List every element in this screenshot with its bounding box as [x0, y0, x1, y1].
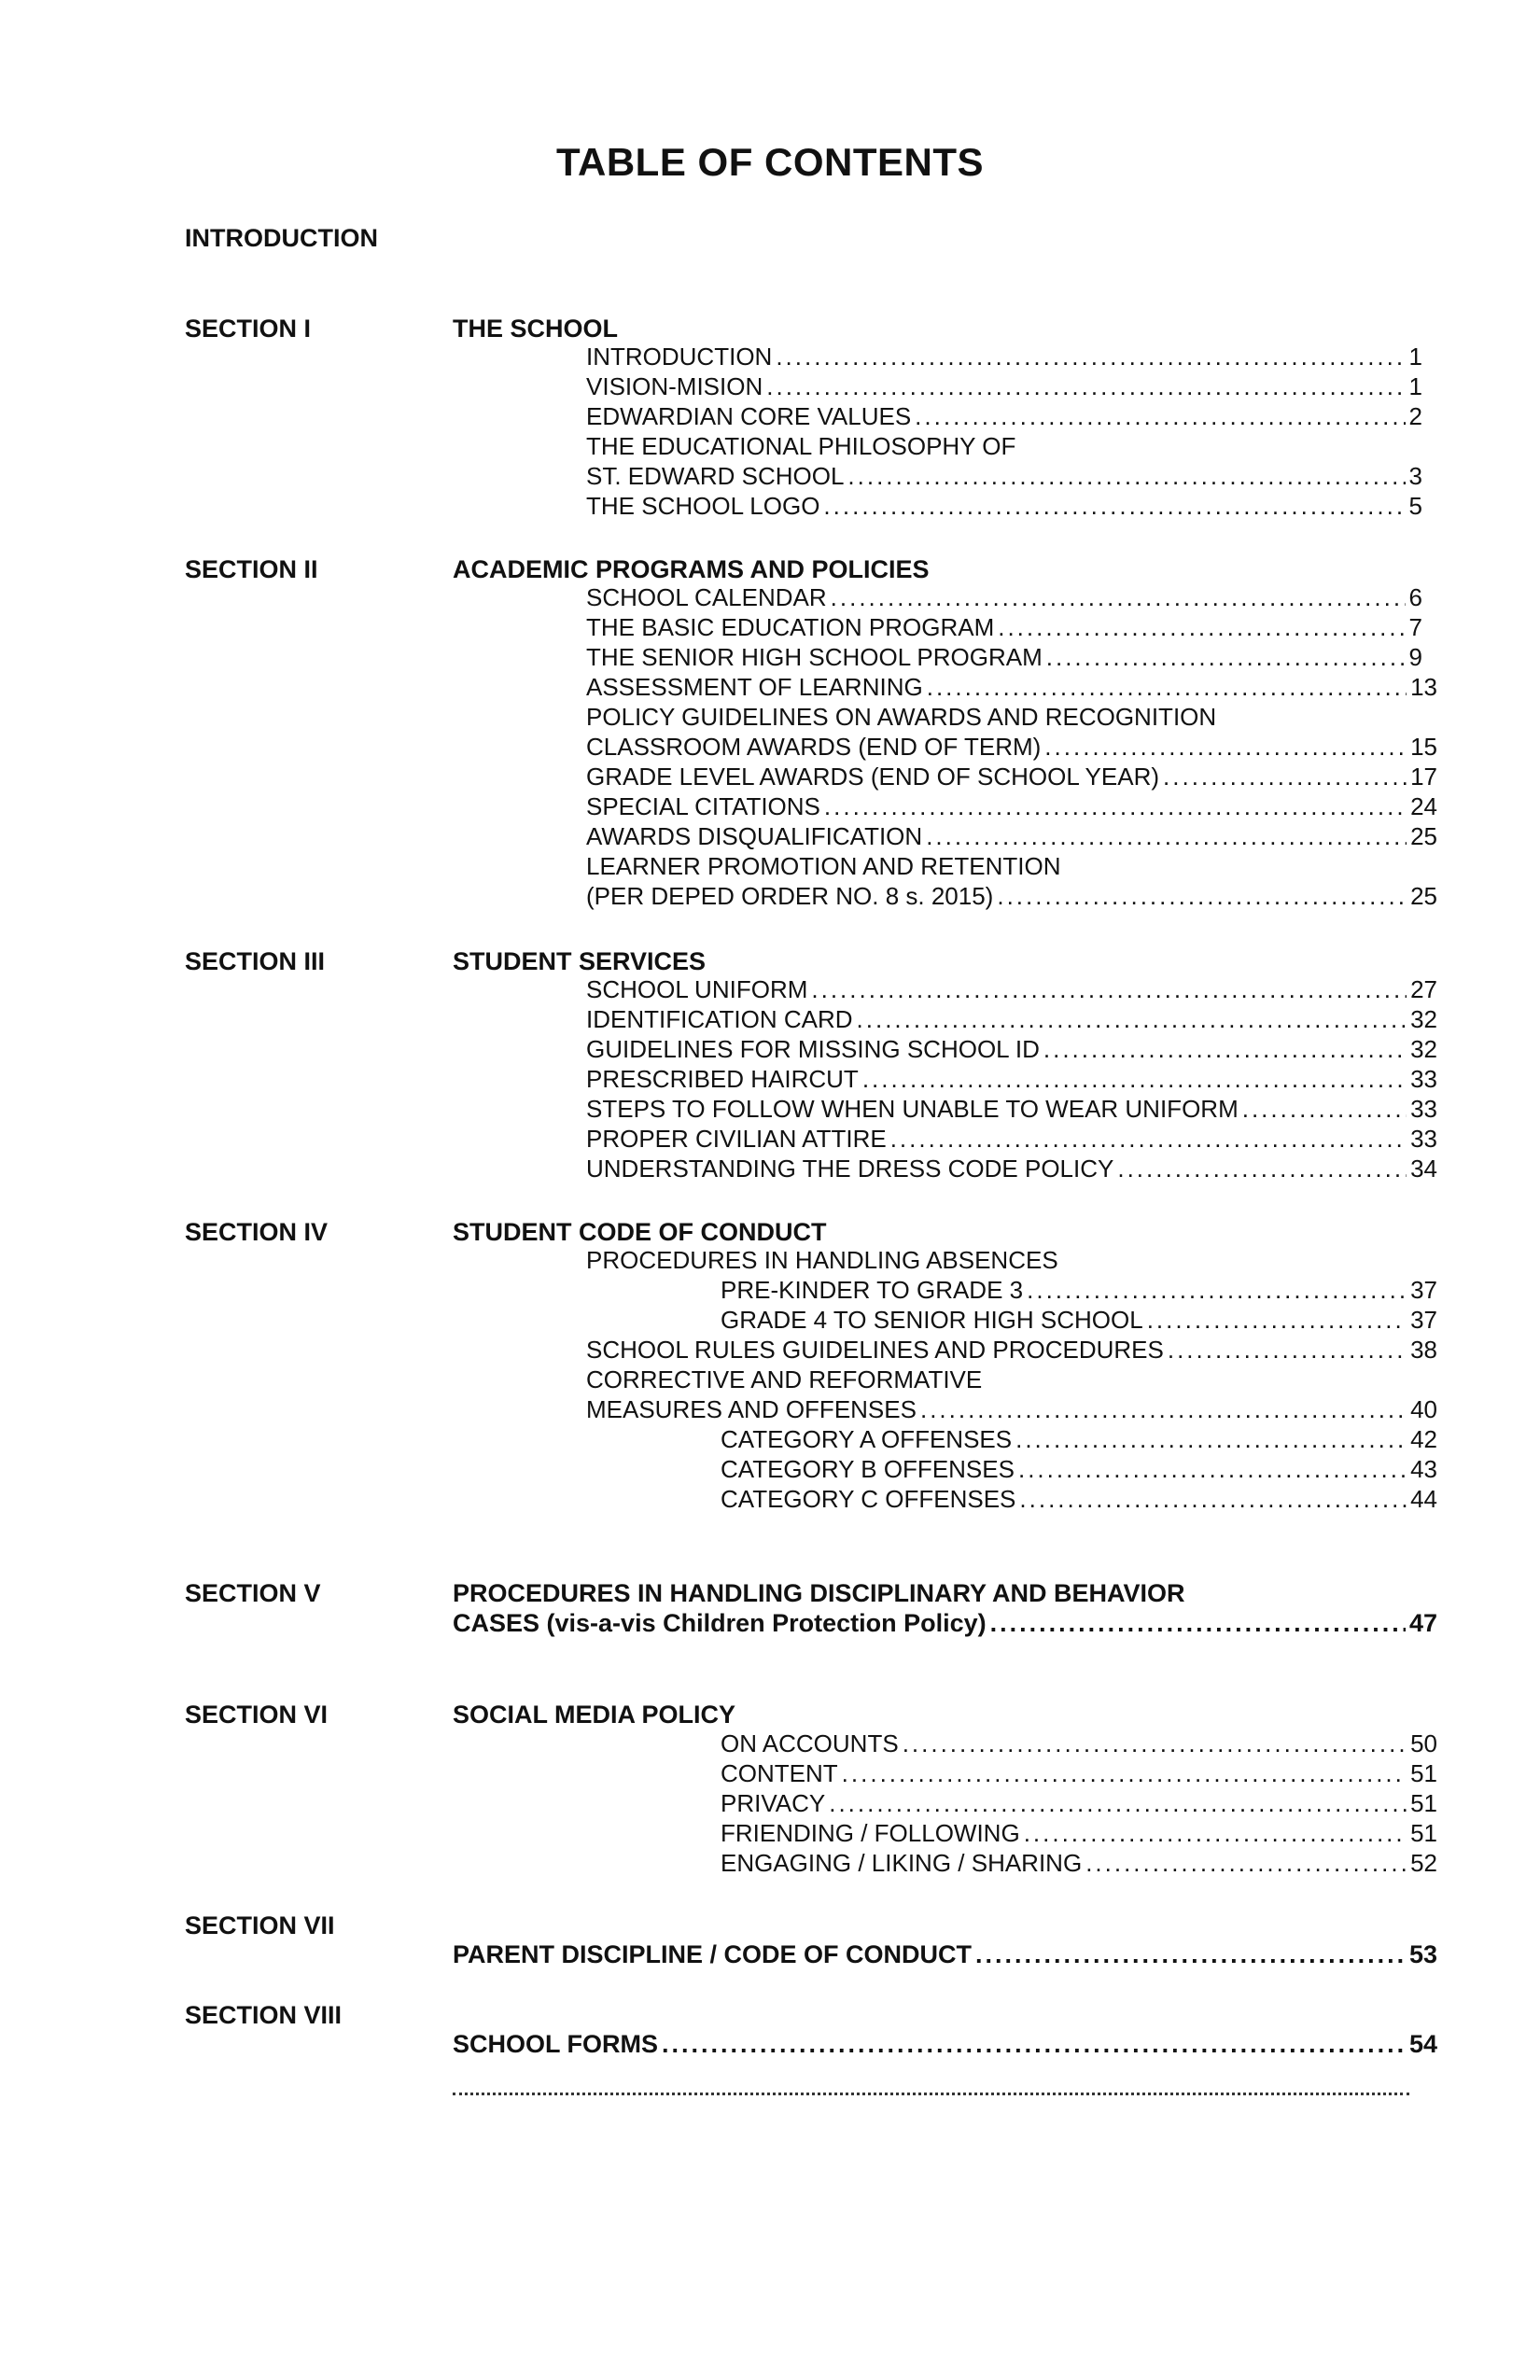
toc-entry[interactable]: CATEGORY A OFFENSES ..... 42	[721, 1424, 1437, 1454]
toc-entry[interactable]: FRIENDING / FOLLOWING ..... 51	[721, 1818, 1437, 1848]
page-title: TABLE OF CONTENTS	[555, 140, 985, 184]
toc-entry[interactable]: CASES (vis-a-vis Children Protection Policy) ..... 47	[453, 1608, 1437, 1638]
toc-entry[interactable]: SPECIAL CITATIONS ..... 24	[586, 791, 1437, 821]
toc-entry[interactable]: IDENTIFICATION CARD ..... 32	[586, 1004, 1437, 1034]
toc-entry-line: PROCEDURES IN HANDLING ABSENCES	[586, 1246, 1058, 1274]
toc-entry[interactable]: AWARDS DISQUALIFICATION ..... 25	[586, 821, 1437, 851]
section-label-8: SECTION VIII	[185, 2001, 343, 2029]
section-label-3: SECTION III	[185, 947, 326, 975]
toc-entry[interactable]: PRESCRIBED HAIRCUT ..... 33	[586, 1064, 1437, 1094]
toc-entry[interactable]: ASSESSMENT OF LEARNING ..... 13	[586, 672, 1437, 702]
toc-entry[interactable]: ENGAGING / LIKING / SHARING ..... 52	[721, 1848, 1437, 1878]
toc-entry[interactable]: SCHOOL FORMS ..... 54	[453, 2029, 1437, 2059]
section-heading-5: PROCEDURES IN HANDLING DISCIPLINARY AND BEHAVIOR	[453, 1579, 1185, 1607]
toc-entry[interactable]: CATEGORY B OFFENSES ..... 43	[721, 1454, 1437, 1484]
section-label-2: SECTION II	[185, 555, 318, 583]
section-heading-4: STUDENT CODE OF CONDUCT	[453, 1218, 827, 1246]
section-heading-1: THE SCHOOL	[453, 315, 619, 343]
toc-entry[interactable]: THE SENIOR HIGH SCHOOL PROGRAM ..... 9	[586, 642, 1422, 672]
section-label-6: SECTION VI	[185, 1701, 329, 1729]
toc-entry[interactable]: SCHOOL RULES GUIDELINES AND PROCEDURES ..... 38	[586, 1335, 1437, 1365]
toc-entry[interactable]: GUIDELINES FOR MISSING SCHOOL ID ..... 32	[586, 1034, 1437, 1064]
toc-entry[interactable]: MEASURES AND OFFENSES ..... 40	[586, 1394, 1437, 1424]
section-heading-3: STUDENT SERVICES	[453, 947, 707, 975]
toc-entry[interactable]: CATEGORY C OFFENSES ..... 44	[721, 1484, 1437, 1514]
toc-entry[interactable]: PARENT DISCIPLINE / CODE OF CONDUCT ..... 53	[453, 1939, 1437, 1969]
toc-entry[interactable]: CONTENT ..... 51	[721, 1758, 1437, 1788]
toc-entry[interactable]: PRIVACY ..... 51	[721, 1788, 1437, 1818]
toc-entry[interactable]: CLASSROOM AWARDS (END OF TERM) ..... 15	[586, 732, 1437, 762]
trailing-dotted-line	[453, 2074, 1409, 2095]
toc-entry[interactable]: EDWARDIAN CORE VALUES ..... 2	[586, 401, 1422, 431]
section-heading-2: ACADEMIC PROGRAMS AND POLICIES	[453, 555, 930, 583]
introduction-heading: INTRODUCTION	[185, 224, 378, 252]
toc-entry-line: THE EDUCATIONAL PHILOSOPHY OF	[586, 432, 1016, 460]
toc-entry[interactable]: THE SCHOOL LOGO ..... 5	[586, 491, 1422, 521]
toc-entry[interactable]: PROPER CIVILIAN ATTIRE ..... 33	[586, 1124, 1437, 1154]
toc-entry[interactable]: STEPS TO FOLLOW WHEN UNABLE TO WEAR UNIFORM ..... 33	[586, 1094, 1437, 1124]
toc-entry-line: POLICY GUIDELINES ON AWARDS AND RECOGNITION	[586, 703, 1217, 731]
toc-entry[interactable]: INTRODUCTION ..... 1	[586, 342, 1422, 371]
section-label-4: SECTION IV	[185, 1218, 329, 1246]
toc-entry[interactable]: PRE-KINDER TO GRADE 3 ..... 37	[721, 1275, 1437, 1305]
section-heading-6: SOCIAL MEDIA POLICY	[453, 1701, 736, 1729]
section-label-5: SECTION V	[185, 1579, 321, 1607]
section-label-7: SECTION VII	[185, 1911, 335, 1939]
section-label-1: SECTION I	[185, 315, 312, 343]
toc-entry[interactable]: ST. EDWARD SCHOOL ..... 3	[586, 461, 1422, 491]
toc-entry[interactable]: GRADE LEVEL AWARDS (END OF SCHOOL YEAR) ..... 17	[586, 762, 1437, 791]
toc-entry[interactable]: UNDERSTANDING THE DRESS CODE POLICY ..... 34	[586, 1154, 1437, 1183]
toc-entry[interactable]: GRADE 4 TO SENIOR HIGH SCHOOL ..... 37	[721, 1305, 1437, 1335]
toc-entry[interactable]: (PER DEPED ORDER NO. 8 s. 2015) ..... 25	[586, 881, 1437, 911]
toc-entry[interactable]: SCHOOL CALENDAR ..... 6	[586, 582, 1422, 612]
toc-entry[interactable]: VISION-MISION ..... 1	[586, 371, 1422, 401]
toc-entry[interactable]: SCHOOL UNIFORM ..... 27	[586, 974, 1437, 1004]
toc-entry-line: CORRECTIVE AND REFORMATIVE	[586, 1365, 983, 1393]
toc-entry-line: LEARNER PROMOTION AND RETENTION	[586, 852, 1061, 880]
toc-entry[interactable]: ON ACCOUNTS ..... 50	[721, 1729, 1437, 1758]
toc-entry[interactable]: THE BASIC EDUCATION PROGRAM ..... 7	[586, 612, 1422, 642]
